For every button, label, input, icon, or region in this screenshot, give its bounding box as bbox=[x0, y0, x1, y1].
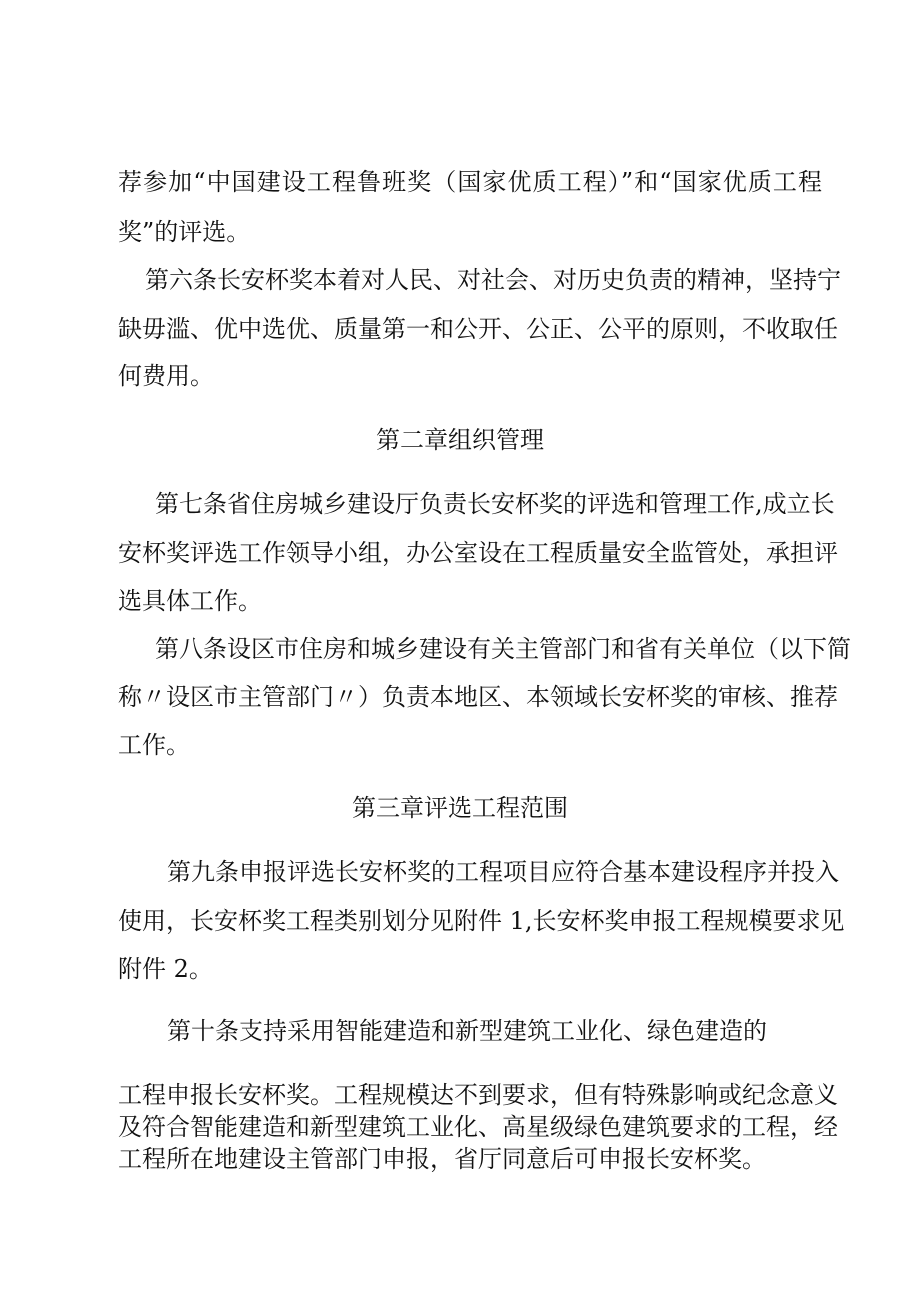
article-6-text-line-3: 何费用。 bbox=[118, 362, 214, 390]
chapter-3-heading: 第三章评选工程范围 bbox=[352, 794, 568, 822]
article-8-text-line-2: 称〃设区市主管部门〃）负责本地区、本领域长安杯奖的审核、推荐 bbox=[118, 683, 838, 711]
article-7-text-line-2: 安杯奖评选工作领导小组，办公室设在工程质量安全监管处，承担评 bbox=[118, 539, 838, 567]
article-6-text-line-1: 第六条长安杯奖本着对人民、对社会、对历史负责的精神，坚持宁 bbox=[145, 266, 841, 294]
article-8-text-line-3: 工作。 bbox=[118, 731, 190, 759]
article-5-text-line-2: 奖”的评选。 bbox=[118, 218, 251, 246]
article-6-text-line-2: 缺毋滥、优中选优、质量第一和公开、公正、公平的原则，不收取任 bbox=[118, 315, 838, 343]
article-10-text-line-2: 工程申报长安杯奖。工程规模达不到要求，但有特殊影响或纪念意义 bbox=[118, 1081, 838, 1109]
article-10-text-line-3: 及符合智能建造和新型建筑工业化、高星级绿色建筑要求的工程，经 bbox=[118, 1113, 838, 1141]
article-7-text-line-1: 第七条省住房城乡建设厅负责长安杯奖的评选和管理工作,成立长 bbox=[155, 490, 835, 518]
article-8-text-line-1: 第八条设区市住房和城乡建设有关主管部门和省有关单位（以下简 bbox=[155, 635, 851, 663]
article-9-text-line-3: 附件 2。 bbox=[118, 955, 213, 983]
article-7-text-line-3: 选具体工作。 bbox=[118, 587, 262, 615]
article-10-text-line-1: 第十条支持采用智能建造和新型建筑工业化、绿色建造的 bbox=[167, 1017, 767, 1045]
article-9-text-line-2: 使用，长安杯奖工程类别划分见附件 1,长安杯奖申报工程规模要求见 bbox=[118, 907, 845, 935]
article-5-text-line-1: 荐参加“中国建设工程鲁班奖（国家优质工程）”和“国家优质工程 bbox=[118, 168, 822, 196]
chapter-2-heading: 第二章组织管理 bbox=[376, 426, 544, 454]
article-9-text-line-1: 第九条申报评选长安杯奖的工程项目应符合基本建设程序并投入 bbox=[167, 858, 839, 886]
article-10-text-line-4: 工程所在地建设主管部门申报，省厅同意后可申报长安杯奖。 bbox=[118, 1145, 766, 1173]
